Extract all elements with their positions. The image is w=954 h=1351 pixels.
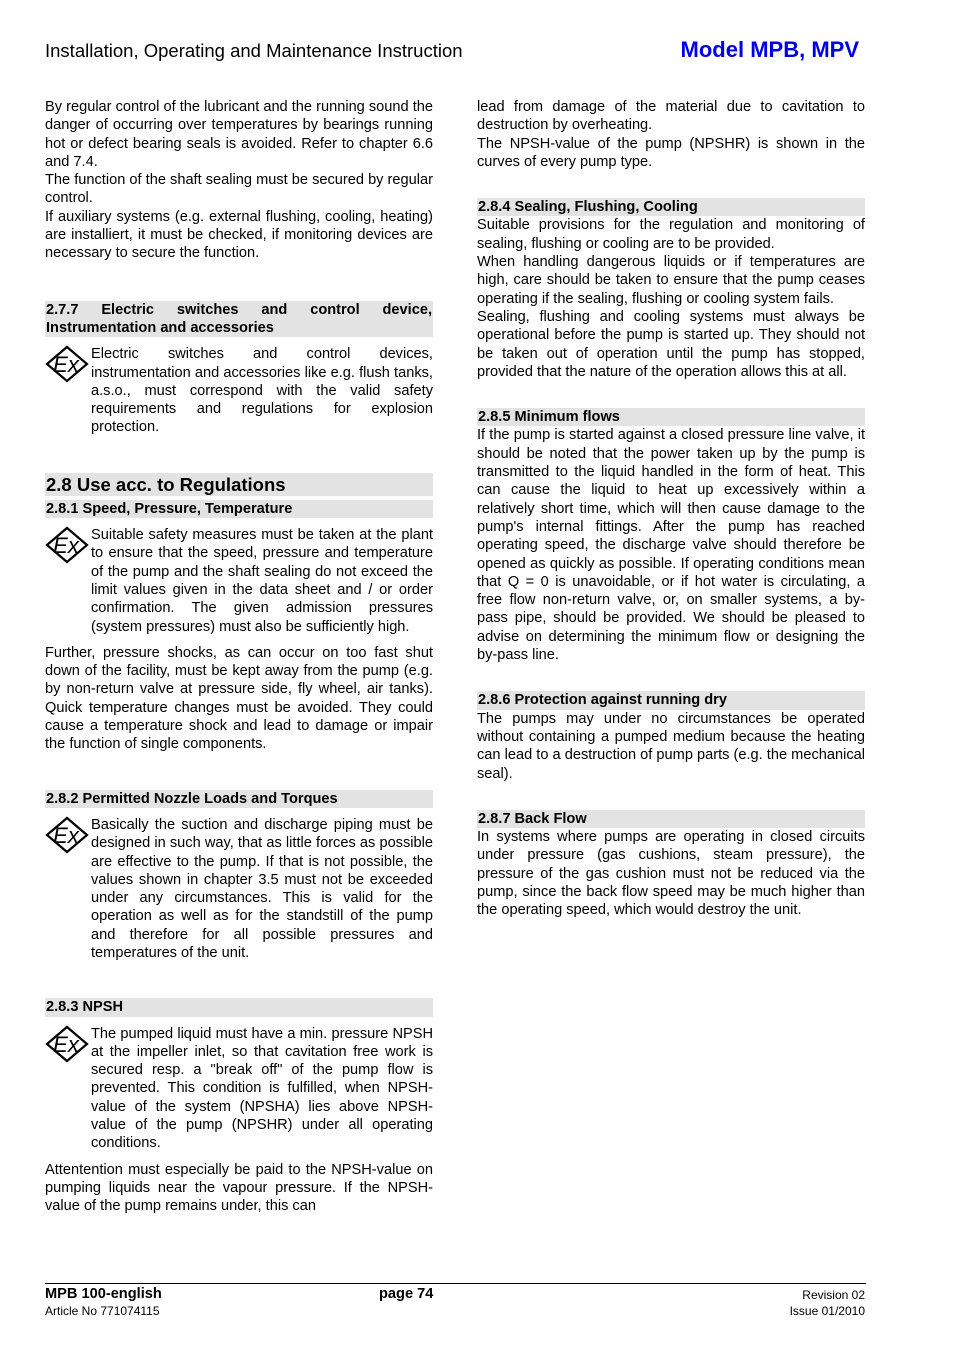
ex-notice-2-8-2: [45, 816, 433, 962]
paragraph: Attentention must especially be paid to the NPSH-value on pumping liquids near the vapour pressure. If the NPSH-value of the pump remains under, this can: [45, 1161, 433, 1215]
section-heading-2-7-7: 2.7.7 Electric switches and control device, Instrumentation and accessories: [46, 301, 432, 336]
ex-notice-text: Basically the suction and discharge piping must be designed in such way, that as little forces as possible are effective to the pump. If that is not possible, the values shown in chapter 3.5 must not be exceeded under any circumstances. This is valid for the operation as well as for the standstill of the pump and therefore for all possible pressures and temperatures of the unit.: [91, 816, 433, 961]
paragraph: The function of the shaft sealing must be secured by regular control.: [45, 172, 433, 207]
paragraph: lead from damage of the material due to cavitation to destruction by overheating.: [477, 99, 865, 134]
svg-text:Ex: Ex: [53, 533, 79, 559]
paragraph: The pumps may under no circumstances be operated without containing a pumped medium because the heating can lead to a destruction of pump parts (e.g. the mechanical seal).: [477, 710, 865, 782]
paragraph: In systems where pumps are operating in closed circuits under pressure (gas cushions, steam pressure), the pressure of the gas cushion must not be reduced via the pump, since the back flow speed may be much higher than the operating speed, which would destroy the unit.: [477, 829, 865, 919]
section-heading-2-8-1: 2.8.1 Speed, Pressure, Temperature: [45, 500, 433, 518]
paragraph: Further, pressure shocks, as can occur on too fast shut down of the facility, must be kept away from the pump (e.g. by non-return valve at pressure side, fly wheel, air tanks). Quick temperature changes must be avoided. They could cause a temperature shock and lead to damage or impair the function of single components.: [45, 644, 433, 753]
paragraph: The NPSH-value of the pump (NPSHR) is shown in the curves of every pump type.: [477, 135, 865, 170]
ex-notice-text: Suitable safety measures must be taken at the plant to ensure that the speed, pressure and temperature of the pump and the shaft sealing do not exceed the limit values given in the data sheet and / or order confirmation. The given admission pressures (system pressures) must also be sufficiently high.: [91, 527, 433, 635]
svg-text:Ex: Ex: [53, 1031, 79, 1057]
paragraph: When handling dangerous liquids or if temperatures are high, care should be taken to ensure that the pump ceases operating if the sealing, flushing or cooling system fails.: [477, 254, 865, 307]
footer-article-number: Article No 771074115: [45, 1304, 160, 1318]
left-column: [45, 98, 433, 1216]
footer-page-number: page 74: [379, 1286, 434, 1302]
paragraph: If the pump is started against a closed pressure line valve, it should be noted that the power taken up by the pump is transmitted to the liquid handled in the form of heat. This can cause the liquid to heat up excessively within a relatively short time, which will then cause damage to the pump's internal fittings. After the pump has reached operating speed, the discharge valve should therefore be opened as quickly as possible. If operating conditions mean that Q = 0 is unavoidable, or if hot water is circulating, a free flow non-return valve, or, on smaller systems, a by-pass pipe, should be provided. We should be pleased to advise on determining the minimum flow or designing the by-pass line.: [477, 427, 865, 664]
footer-revision: Revision 02: [802, 1288, 865, 1302]
paragraph: By regular control of the lubricant and the running sound the danger of occurring over temperatures by bearings running hot or defect bearing seals is avoided. Refer to chapter 6.6 and 7.4.: [45, 99, 433, 170]
ex-notice-2-8-1: [45, 526, 433, 636]
section-heading-2-8-6: 2.8.6 Protection against running dry: [477, 691, 865, 709]
ex-notice-2-8-3: [45, 1025, 433, 1153]
ex-notice-text: The pumped liquid must have a min. pressure NPSH at the impeller inlet, so that cavitation free work is secured resp. a "break off" of the pump flow is prevented. This condition is fulfilled, when NPSH-value of the system (NPSHA) lies above NPSH-value of the pump (NPSHR) under all operating conditions.: [91, 1025, 433, 1152]
document-title: Installation, Operating and Maintenance Instruction: [45, 40, 463, 61]
footer-divider: [45, 1283, 866, 1284]
paragraph: Sealing, flushing and cooling systems must always be operational before the pump is started up. They should not be taken out of operation until the pump has stopped, provided that the nature of the operation allows this at all.: [477, 308, 865, 380]
section-heading-2-8-7: 2.8.7 Back Flow: [477, 810, 865, 828]
section-heading-2-8-2: 2.8.2 Permitted Nozzle Loads and Torques: [45, 790, 433, 808]
paragraph: Suitable provisions for the regulation and monitoring of sealing, flushing or cooling are to be provided.: [477, 217, 865, 252]
ex-explosion-protection-icon: [45, 1025, 89, 1063]
ex-explosion-protection-icon: [45, 345, 89, 383]
paragraph: If auxiliary systems (e.g. external flushing, cooling, heating) are installiert, it must be checked, if monitoring devices are necessary to secure the function.: [45, 208, 433, 262]
footer-issue: Issue 01/2010: [789, 1304, 865, 1318]
svg-text:Ex: Ex: [53, 822, 79, 848]
section-heading-2-8: 2.8 Use acc. to Regulations: [45, 473, 433, 496]
right-column: [477, 98, 865, 920]
svg-text:Ex: Ex: [53, 352, 79, 378]
ex-notice-text: Electric switches and control devices, instrumentation and accessories like e.g. flush tanks, a.s.o., must correspond with the valid safety requirements and regulations for explosion protection.: [91, 346, 433, 436]
section-heading-2-8-4: 2.8.4 Sealing, Flushing, Cooling: [477, 198, 865, 216]
ex-explosion-protection-icon: [45, 526, 89, 564]
section-heading-2-8-5: 2.8.5 Minimum flows: [477, 408, 865, 426]
section-heading-2-8-3: 2.8.3 NPSH: [45, 998, 433, 1016]
footer-document-name: MPB 100-english: [45, 1286, 162, 1302]
ex-notice-2-7-7: [45, 345, 433, 436]
ex-explosion-protection-icon: [45, 816, 89, 854]
model-title: Model MPB, MPV: [680, 37, 859, 62]
